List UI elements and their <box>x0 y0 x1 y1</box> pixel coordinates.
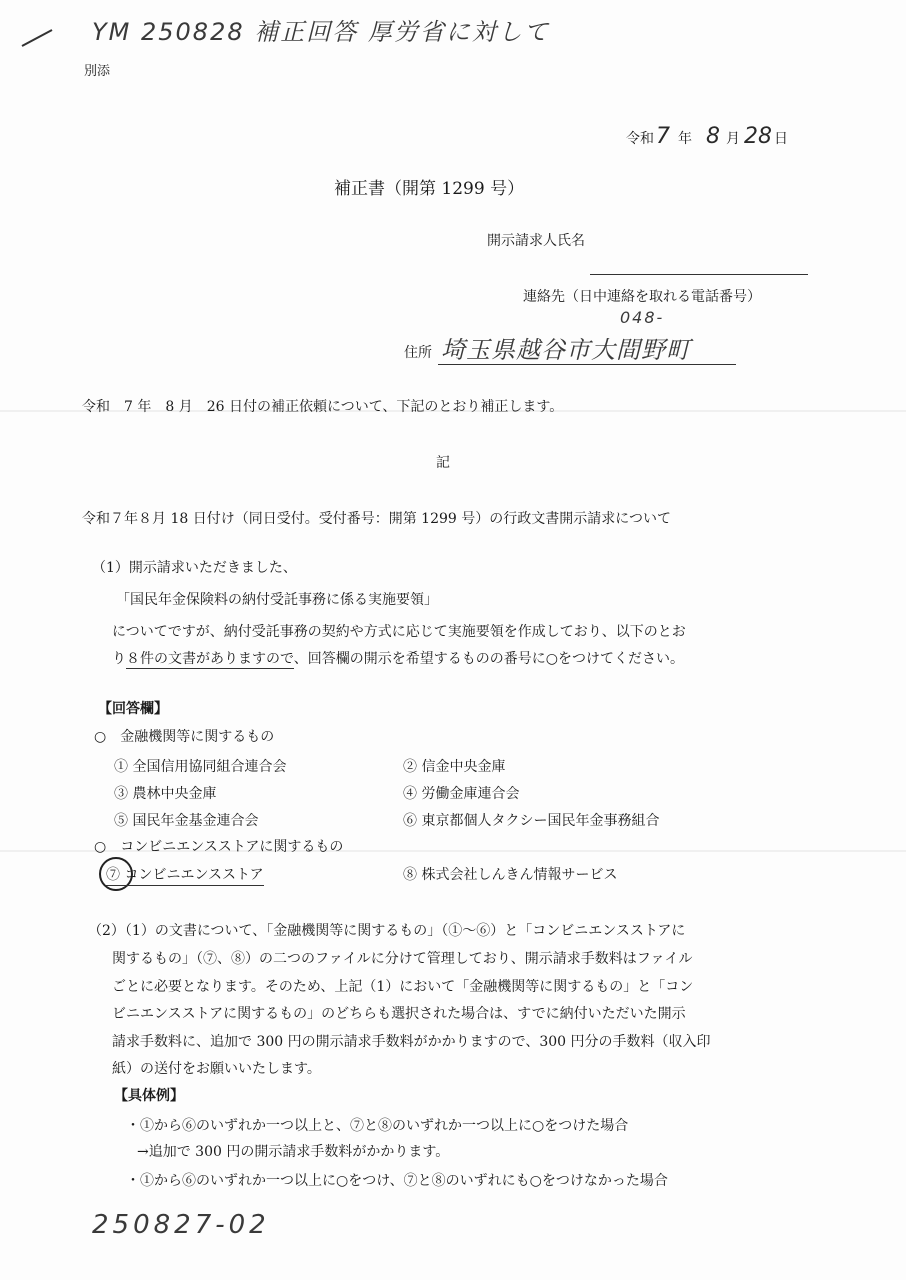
handwritten-day: 28 <box>744 124 772 149</box>
handwritten-year: 7 <box>656 124 670 149</box>
section1-underlined-phrase: ８件の文書がありますので <box>126 651 294 667</box>
intro-sentence: 令和 7 年 8 月 26 日付の補正依頼について、下記のとおり補正します。 <box>82 399 564 415</box>
example-heading: 【具体例】 <box>114 1088 184 1104</box>
answer-group-convenience: ○ コンビニエンスストアに関するもの <box>94 839 344 855</box>
address-label: 住所 <box>404 345 432 361</box>
date-era: 令和 <box>626 131 654 147</box>
answer-heading: 【回答欄】 <box>98 701 168 717</box>
section1-line1: （1）開示請求いただきました、 <box>92 560 297 576</box>
answer-item-1: ① 全国信用協同組合連合会 <box>114 759 287 775</box>
handwritten-phone: 048- <box>620 308 665 327</box>
example-1: ・①から⑥のいずれか一つ以上と、⑦と⑧のいずれか一つ以上に○をつけた場合 <box>126 1118 629 1134</box>
answer-item-8: ⑧ 株式会社しんきん情報サービス <box>403 867 618 883</box>
date-month-unit: 月 <box>726 131 740 147</box>
pen-stroke-icon <box>18 22 58 52</box>
date-line <box>626 124 788 149</box>
answer-item-2: ② 信金中央金庫 <box>403 759 506 775</box>
section1-line4 <box>112 648 684 668</box>
requester-name-line <box>590 274 808 275</box>
address-line <box>438 364 736 365</box>
requester-name-label: 開示請求人氏名 <box>487 233 585 249</box>
section2-line2: 関するもの」（⑦、⑧）の二つのファイルに分けて管理しており、開示請求手数料はファイル <box>112 951 693 967</box>
attachment-label: 別添 <box>84 64 111 79</box>
section1-line4-prefix: り <box>112 651 126 667</box>
example-1-result: →追加で 300 円の開示請求手数料がかかります。 <box>137 1144 450 1160</box>
section2-line5: 請求手数料に、追加で 300 円の開示請求手数料がかかりますので、300 円分の手数料（収入印 <box>112 1034 711 1050</box>
subject-line: 令和７年８月 18 日付け（同日受付。受付番号：開第 1299 号）の行政文書開示請求について <box>82 511 671 527</box>
section1-line3: についてですが、納付受託事務の契約や方式に応じて実施要領を作成しており、以下のとお <box>112 624 686 640</box>
example-2: ・①から⑥のいずれか一つ以上に○をつけ、⑦と⑧のいずれにも○をつけなかった場合 <box>126 1173 668 1189</box>
section2-line3: ごとに必要となります。そのため、上記（1）において「金融機関等に関するもの」と「コン <box>112 979 694 995</box>
section2-line1: （2）（1）の文書について、「金融機関等に関するもの」（①～⑥）と「コンビニエンスストアに <box>88 923 686 939</box>
ki-heading: 記 <box>436 455 450 471</box>
answer-item-3: ③ 農林中央金庫 <box>114 786 217 802</box>
answer-group-financial: ○ 金融機関等に関するもの <box>94 729 275 745</box>
handwritten-bottom-note: 250827-02 <box>92 1210 270 1240</box>
answer-item-6: ⑥ 東京都個人タクシー国民年金事務組合 <box>403 813 660 829</box>
section1-line4-suffix: 、回答欄の開示を希望するものの番号に○をつけてください。 <box>293 651 684 667</box>
date-year-unit: 年 <box>678 131 692 147</box>
handwritten-top-note: YM 250828 補正回答 厚労省に対して <box>92 18 550 46</box>
contact-label: 連絡先（日中連絡を取れる電話番号） <box>523 289 761 305</box>
section2-line4: ビニエンスストアに関するもの」のどちらも選択された場合は、すでに納付いただいた開示 <box>112 1006 686 1022</box>
answer-item-7: ⑦ コンビニエンスストア <box>106 864 264 886</box>
answer-item-5: ⑤ 国民年金基金連合会 <box>114 813 259 829</box>
document-title: 補正書（開第 1299 号） <box>334 179 525 199</box>
answer-item-4: ④ 労働金庫連合会 <box>403 786 520 802</box>
section1-line2: 「国民年金保険料の納付受託事務に係る実施要領」 <box>116 592 438 608</box>
section2-line6: 紙）の送付をお願いいたします。 <box>112 1061 321 1077</box>
handwritten-address: 埼玉県越谷市大間野町 <box>441 336 691 364</box>
handwritten-month: 8 <box>706 124 720 149</box>
date-day-unit: 日 <box>774 131 788 147</box>
